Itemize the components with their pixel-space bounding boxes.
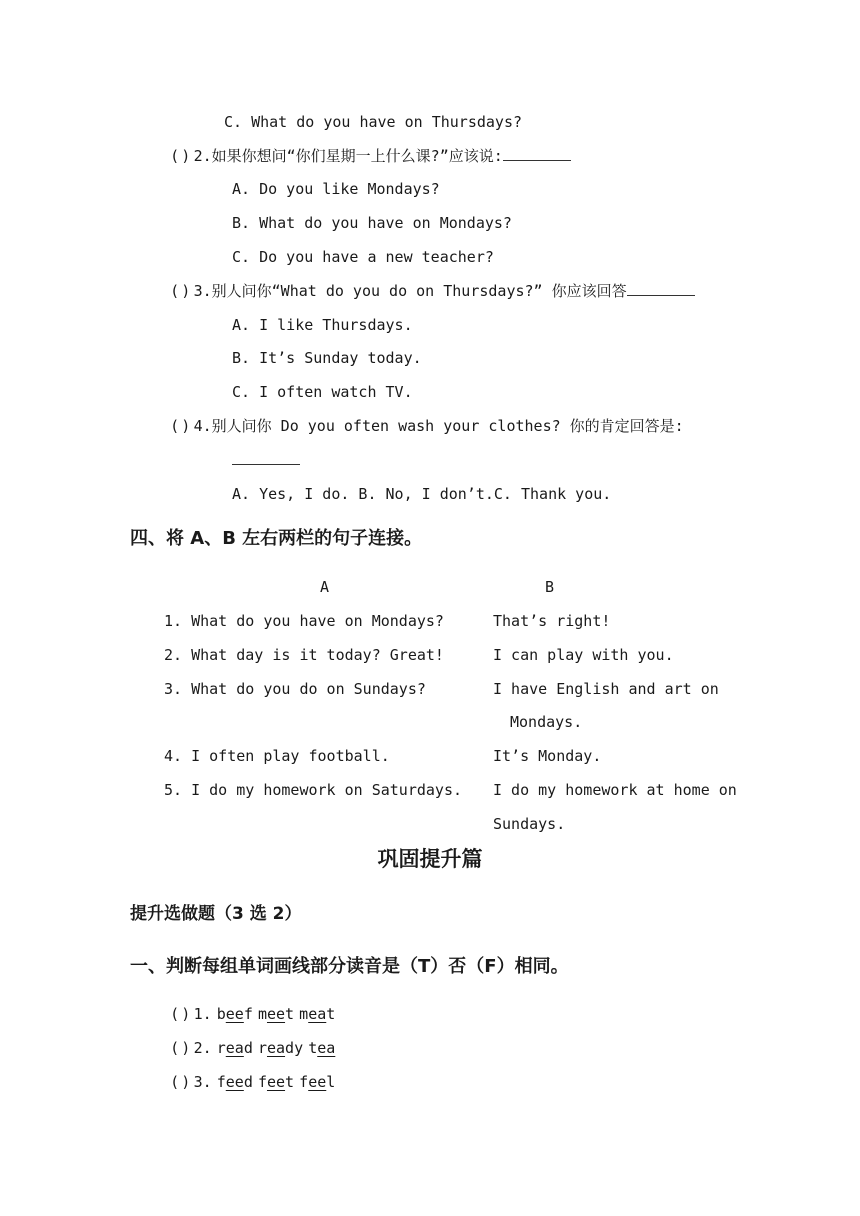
phonics-row-3 (172, 1072, 335, 1092)
word: meat (299, 1005, 336, 1023)
col-a-item: 2. What day is it today? Great! (164, 646, 444, 664)
col-b-item: It’s Monday. (493, 747, 602, 765)
answer-paren[interactable]: ( ) (172, 147, 189, 165)
answer-blank[interactable] (503, 146, 571, 161)
sub-title: 提升选做题（3 选 2） (130, 904, 302, 924)
answer-blank[interactable] (627, 281, 695, 296)
q2-option-b: B. What do you have on Mondays? (232, 214, 512, 232)
item-number: 3. (193, 1073, 212, 1091)
q3-option-b: B. It’s Sunday today. (232, 349, 422, 367)
col-b-item: I have English and art on (493, 680, 719, 698)
col-b-item: I do my homework at home on (493, 781, 737, 799)
q2-option-c: C. Do you have a new teacher? (232, 248, 494, 266)
col-b-item-continued: Mondays. (510, 713, 583, 731)
col-a-item: 4. I often play football. (164, 747, 390, 765)
answer-paren[interactable]: ( ) (172, 282, 189, 300)
answer-blank[interactable] (232, 450, 300, 465)
col-a-item: 5. I do my homework on Saturdays. (164, 781, 463, 799)
part4-heading: 四、将 A、B 左右两栏的句子连接。 (130, 528, 423, 549)
part1-heading: 一、判断每组单词画线部分读音是（T）否（F）相同。 (130, 956, 569, 977)
col-b-item: That’s right! (493, 612, 611, 630)
q3-option-a: A. I like Thursdays. (232, 316, 413, 334)
q4-row (172, 416, 684, 436)
phonics-row-1 (172, 1004, 335, 1024)
q4-options: A. Yes, I do. B. No, I don’t.C. Thank you. (232, 485, 612, 503)
phonics-row-2 (172, 1038, 335, 1058)
answer-paren[interactable]: ( ) (172, 1073, 189, 1091)
q4-stem: 4.别人问你 Do you often wash your clothes? 你的肯定回答是: (193, 417, 684, 435)
answer-paren[interactable]: ( ) (172, 417, 189, 435)
answer-paren[interactable]: ( ) (172, 1005, 189, 1023)
answer-paren[interactable]: ( ) (172, 1039, 189, 1057)
q1-option-c: C. What do you have on Thursdays? (224, 113, 523, 131)
q2-row (172, 146, 571, 166)
word: meet (257, 1005, 295, 1023)
q2-stem: 2.如果你想问“你们星期一上什么课?”应该说: (193, 147, 503, 165)
section-title: 巩固提升篇 (377, 847, 483, 871)
col-a-item: 1. What do you have on Mondays? (164, 612, 444, 630)
col-b-item: I can play with you. (493, 646, 674, 664)
word: read (216, 1039, 253, 1057)
q2-option-a: A. Do you like Mondays? (232, 180, 440, 198)
q3-stem: 3.别人问你“What do you do on Thursdays?” 你应该回答 (193, 282, 627, 300)
word: feet (257, 1073, 295, 1091)
item-number: 2. (193, 1039, 212, 1057)
q3-option-c: C. I often watch TV. (232, 383, 413, 401)
item-number: 1. (193, 1005, 212, 1023)
q3-row (172, 281, 695, 301)
q4-answer-blank-row (232, 450, 300, 470)
word: feed (216, 1073, 253, 1091)
col-a-header: A (320, 578, 330, 596)
word: feel (299, 1073, 336, 1091)
word: tea (308, 1039, 336, 1057)
col-b-item-continued: Sundays. (493, 815, 566, 833)
col-a-item: 3. What do you do on Sundays? (164, 680, 426, 698)
word: ready (257, 1039, 304, 1057)
word: beef (216, 1005, 253, 1023)
col-b-header: B (545, 578, 555, 596)
